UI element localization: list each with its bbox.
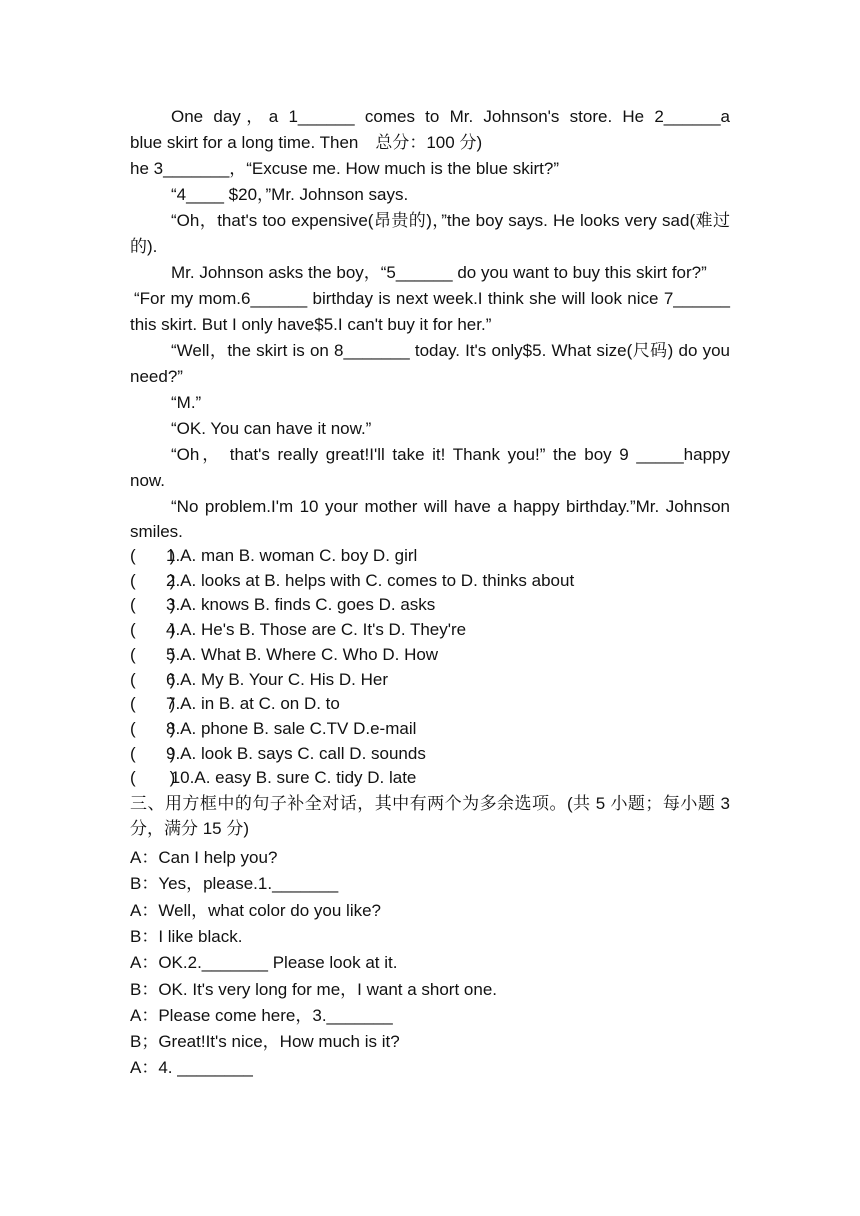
dialogue-line: B：Yes，please.1._______ [130, 874, 339, 894]
passage-paragraph: “4____ $20，”Mr. Johnson says. [171, 185, 409, 204]
dialogue-line: A：4. ________ [130, 1058, 253, 1078]
question-text: 6.A. My B. Your C. His D. Her [166, 669, 389, 689]
question-text: 10.A. easy B. sure C. tidy D. late [166, 768, 417, 788]
passage-paragraph: “For my mom.6______ birthday is next week.I think she will look nice 7______ this skirt. But I only have$5.I can't buy it for her.” [130, 289, 730, 334]
answer-blank[interactable]: ( ) [130, 570, 176, 590]
question-text: 7.A. in B. at C. on D. to [166, 694, 340, 714]
question-item [130, 766, 730, 791]
question-item [130, 544, 730, 569]
answer-blank[interactable]: ( ) [130, 718, 176, 738]
passage-paragraph: Mr. Johnson asks the boy，“5______ do you want to buy this skirt for?” [171, 263, 707, 282]
passage-line: blue skirt for a long time. Then 总分：100 分) [130, 133, 483, 152]
dialogue-line: B；Great!It's nice，How much is it? [130, 1032, 400, 1052]
dialogue-line: A：Well，what color do you like? [130, 900, 382, 920]
dialogue-line: B：I like black. [130, 926, 243, 946]
answer-blank[interactable]: ( ) [130, 743, 176, 763]
question-text: 5.A. What B. Where C. Who D. How [166, 644, 439, 664]
answer-blank[interactable]: ( ) [130, 644, 176, 664]
question-text: 1.A. man B. woman C. boy D. girl [166, 546, 418, 565]
passage-paragraph: “Oh， that's really great!I'll take it! Thank you!” the boy 9 _____happy now. [130, 445, 730, 490]
answer-blank[interactable]: ( ) [130, 546, 176, 565]
passage-paragraph: “No problem.I'm 10 your mother will have a happy birthday.”Mr. Johnson smiles. [130, 497, 730, 541]
question-item [130, 717, 730, 742]
dialogue-line: A：OK.2._______ Please look at it. [130, 953, 398, 973]
dialogue-line: B：OK. It's very long for me，I want a short one. [130, 979, 498, 999]
passage-paragraph: “M.” [171, 393, 202, 412]
dialogue-line: A：Please come here，3._______ [130, 1005, 393, 1025]
question-item [130, 668, 730, 693]
question-item [130, 742, 730, 767]
section-heading: 三、用方框中的句子补全对话，其中有两个为多余选项。(共 5 小题；每小题 3 分，满分 15 分) [130, 794, 730, 839]
question-item [130, 618, 730, 643]
question-item [130, 692, 730, 717]
passage-paragraph: “OK. You can have it now.” [171, 419, 372, 438]
passage-paragraph: “Oh，that's too expensive(昂贵的)，”the boy says. He looks very sad(难过的). [130, 211, 730, 256]
dialogue-line: A：Can I help you? [130, 848, 278, 868]
question-item [130, 643, 730, 668]
question-text: 4.A. He's B. Those are C. It's D. They're [166, 620, 467, 640]
answer-blank[interactable]: ( ) [130, 595, 176, 615]
passage-line: One day，a 1______ comes to Mr. Johnson's store. He 2______a [171, 107, 730, 126]
question-item [130, 569, 730, 594]
worksheet-page [130, 104, 730, 1082]
answer-blank[interactable]: ( ) [130, 669, 176, 689]
question-text: 9.A. look B. says C. call D. sounds [166, 743, 426, 763]
passage-paragraph: “Well，the skirt is on 8_______ today. It's only$5. What size(尺码) do you need?” [130, 341, 730, 386]
question-list [130, 544, 730, 791]
question-text: 3.A. knows B. finds C. goes D. asks [166, 595, 436, 615]
answer-blank[interactable]: ( ) [130, 694, 176, 714]
question-text: 2.A. looks at B. helps with C. comes to D. thinks about [166, 570, 575, 590]
question-item [130, 593, 730, 618]
question-text: 8.A. phone B. sale C.TV D.e-mail [166, 718, 417, 738]
answer-blank[interactable]: ( ) [130, 620, 176, 640]
passage-line: he 3_______，“Excuse me. How much is the blue skirt?” [130, 159, 559, 178]
answer-blank[interactable]: ( ) [130, 768, 176, 788]
dialogue [130, 845, 730, 1082]
